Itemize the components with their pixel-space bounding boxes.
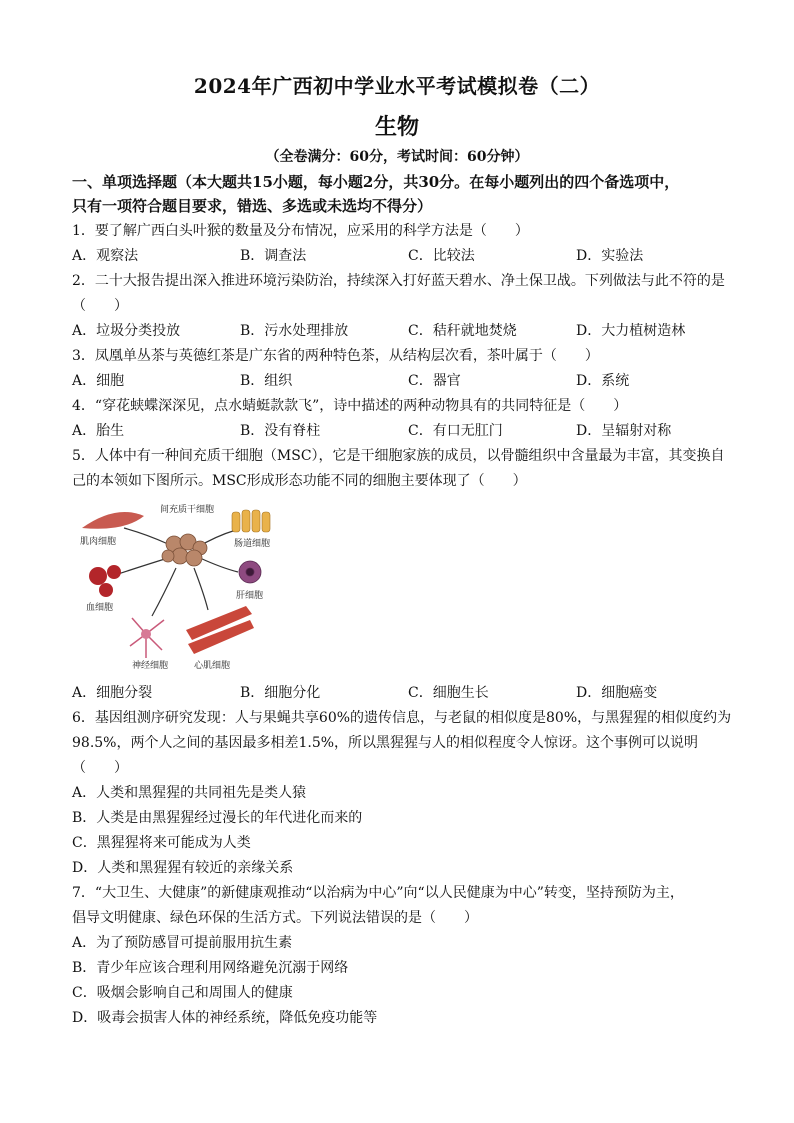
question-2-options [72,321,732,341]
q5-option-b: B．细胞分化 [240,685,321,701]
label-intestine-cell: 肠道细胞 [234,539,271,549]
question-4-text: 4．“穿花蛱蝶深深见，点水蜻蜓款款飞”，诗中描述的两种动物具有的共同特征是（ ） [72,398,628,414]
q6-option-d: D．人类和黑猩猩有较近的亲缘关系 [72,860,294,876]
blood-cells [89,565,121,597]
q4-option-d: D．呈辐射对称 [576,423,672,439]
q5-option-a: A．细胞分裂 [72,685,153,701]
q3-option-d: D．系统 [576,373,630,389]
q3-option-c: C．器官 [408,373,461,389]
q3-option-a: A．细胞 [72,373,125,389]
subject-title: 生物 [374,114,419,140]
q6-option-a: A．人类和黑猩猩的共同祖先是类人猿 [72,785,307,801]
q5-option-c: C．细胞生长 [408,685,489,701]
q4-option-a: A．胎生 [72,423,125,439]
q7-option-c: C．吸烟会影响自己和周围人的健康 [72,985,293,1001]
question-1-options [72,246,732,266]
q6-option-b: B．人类是由黑猩猩经过漫长的年代进化而来的 [72,810,363,826]
section-heading-line2: 只有一项符合题目要求，错选、多选或未选均不得分） [72,197,433,215]
q6-option-c: C．黑猩猩将来可能成为人类 [72,835,251,851]
q7-option-d: D．吸毒会损害人体的神经系统，降低免疫功能等 [72,1010,378,1026]
q4-option-b: B．没有脊柱 [240,423,321,439]
question-1-text: 1．要了解广西白头叶猴的数量及分布情况，应采用的科学方法是（ ） [72,223,529,239]
exam-title: 2024年广西初中学业水平考试模拟卷（二） [193,74,601,98]
question-6-line2: 98.5%，两个人之间的基因最多相差1.5%，所以黑猩猩与人的相似程度令人惊讶。这个事例可以说明 [72,735,699,751]
question-4-options [72,421,732,441]
nerve-cell-body [141,629,151,639]
q1-option-a: A．观察法 [72,248,139,264]
question-2-line1: 2．二十大报告提出深入推进环境污染防治，持续深入打好蓝天碧水、净土保卫战。下列做法与此不符的是 [72,273,725,289]
q1-option-c: C．比较法 [408,248,475,264]
stem-cell-diagram [76,498,288,674]
label-heart-cell: 心肌细胞 [194,661,231,671]
label-stem-cell: 间充质干细胞 [160,505,215,515]
q4-option-c: C．有口无肛门 [408,423,503,439]
q3-option-b: B．组织 [240,373,293,389]
exam-info: （全卷满分：60分，考试时间：60分钟） [265,149,529,165]
question-2-line2: （ ） [72,298,128,314]
q2-option-d: D．大力植树造林 [576,323,686,339]
label-liver-cell: 肝细胞 [236,591,264,601]
question-7-line1: 7．“大卫生、大健康”的新健康观推动“以治病为中心”向“以人民健康为中心”转变，坚持预防为主， [72,885,684,901]
question-6-line1: 6．基因组测序研究发现：人与果蝇共享60%的遗传信息，与老鼠的相似度是80%，与黑猩猩的相似度约为 [72,710,732,726]
q2-option-b: B．污水处理排放 [240,323,349,339]
heart-muscle-shape [186,606,254,654]
q5-option-d: D．细胞癌变 [576,685,658,701]
label-blood-cell: 血细胞 [86,603,114,613]
q7-option-a: A．为了预防感冒可提前服用抗生素 [72,935,293,951]
muscle-cell-shape [82,512,144,529]
question-3-options [72,371,732,391]
intestine-cells [232,510,270,532]
question-5-line1: 5．人体中有一种间充质干细胞（MSC），它是干细胞家族的成员，以骨髓组织中含量最为丰富，其变换自 [72,448,725,464]
q7-option-b: B．青少年应该合理利用网络避免沉溺于网络 [72,960,349,976]
section-heading-line1: 一、单项选择题（本大题共15小题，每小题2分，共30分。在每小题列出的四个备选项中， [72,173,680,191]
question-6-line3: （ ） [72,760,128,776]
question-3-text: 3．凤凰单丛茶与英德红茶是广东省的两种特色茶，从结构层次看，茶叶属于（ ） [72,348,599,364]
liver-cells [239,561,261,583]
q2-option-a: A．垃圾分类投放 [72,323,181,339]
question-5-options [72,683,732,703]
q1-option-d: D．实验法 [576,248,644,264]
label-muscle-cell: 肌肉细胞 [80,537,117,547]
question-5-line2: 己的本领如下图所示。MSC形成形态功能不同的细胞主要体现了（ ） [72,473,527,489]
stem-cell-figure [76,498,288,674]
question-7-line2: 倡导文明健康、绿色环保的生活方式。下列说法错误的是（ ） [72,910,478,926]
stem-cell-cluster [162,534,207,566]
q2-option-c: C．秸秆就地焚烧 [408,323,517,339]
q1-option-b: B．调查法 [240,248,307,264]
label-nerve-cell: 神经细胞 [132,661,169,671]
